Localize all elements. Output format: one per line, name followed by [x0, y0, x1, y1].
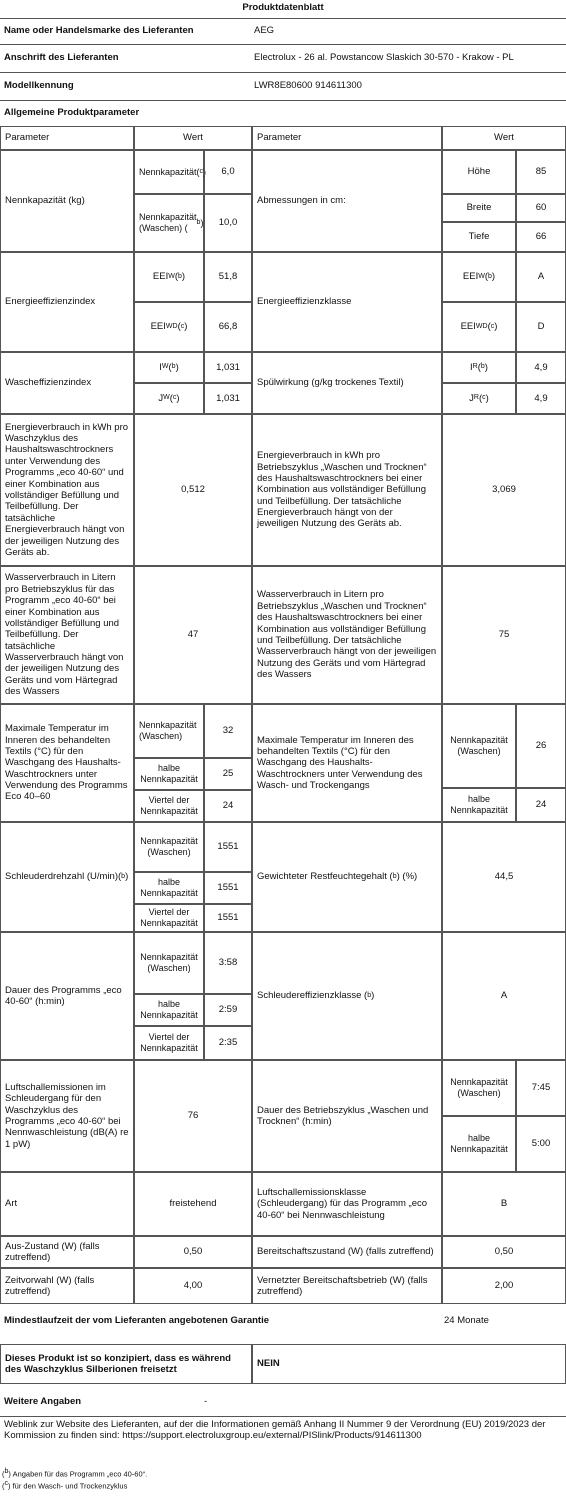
max-temp-val3: 24 [204, 790, 252, 822]
weblink-text: Weblink zur Website des Lieferanten, auf der die Informationen gemäß Anhang II Nummer 9 der Verordnung (EU) 2019/2023 der Kommission zu finden sind: https://support.electroluxgroup.eu/external/PISlink/Products/914611300 [0, 1416, 566, 1456]
capacity-val2: 10,0 [204, 194, 252, 252]
max-temp-label: Maximale Temperatur im Inneren des behandelten Textils (°C) für den Waschgang des Haushalts-Waschtrockners unter Verwendung des Programms Eco 40–60 [0, 704, 134, 822]
max-temp-val2-1: 26 [516, 704, 566, 788]
silver-label: Dieses Produkt ist so konzipiert, dass es während des Waschzyklus Silberionen freisetzt [0, 1344, 252, 1384]
ir-value: 4,9 [516, 352, 566, 383]
page-title: Produktdatenblatt [242, 2, 324, 14]
header-param-2: Parameter [252, 126, 442, 150]
noise-class-label: Luftschallemissionsklasse (Schleudergang) für das Programm „eco 40-60“ bei Nennwaschleistung [252, 1172, 442, 1236]
eeiwd-value: 66,8 [204, 302, 252, 352]
eeiw-value: 51,8 [204, 252, 252, 302]
model-value: LWR8E80600 914611300 [250, 72, 566, 98]
height-value: 85 [516, 150, 566, 194]
water-consumption-value-2: 75 [442, 566, 566, 704]
class-eeiwd-label: EEI WD ( c ) [442, 302, 516, 352]
cycle-duration-val2: 5:00 [516, 1116, 566, 1172]
spin-val3: 1551 [204, 904, 252, 932]
max-temp-val2: 25 [204, 758, 252, 790]
spin-val2: 1551 [204, 872, 252, 904]
iw-label: I W ( b ) [134, 352, 204, 383]
standby-value: 0,50 [442, 1236, 566, 1268]
supplier-name-value: AEG [250, 18, 566, 42]
depth-label: Tiefe [442, 222, 516, 252]
max-temp-sub2: halbe Nennkapazität [134, 758, 204, 790]
depth-value: 66 [516, 222, 566, 252]
duration-label: Dauer des Programms „eco 40-60“ (h:min) [0, 932, 134, 1060]
energy-class-label: Energieeffizienzklasse [252, 252, 442, 352]
class-eeiwd-value: D [516, 302, 566, 352]
spin-sub3: Viertel der Nennkapazität [134, 904, 204, 932]
warranty-label: Mindestlaufzeit der vom Lieferanten angebotenen Garantie [4, 1315, 269, 1327]
duration-val2: 2:59 [204, 994, 252, 1026]
jr-label: J R ( c ) [442, 383, 516, 414]
delay-label: Zeitvorwahl (W) (falls zutreffend) [0, 1268, 134, 1304]
model-label: Modellkennung [0, 72, 250, 98]
water-consumption-label-2: Wasserverbrauch in Litern pro Betriebszyklus „Waschen und Trocknen“ des Haushaltswaschtrockners bei einer Kombination aus vollständiger Befüllung und Teilbefüllung. Der tatsächliche Wasserverbrauch hängt von der jeweiligen Nutzung des Geräts und vom Härtegrad des Wassers [252, 566, 442, 704]
duration-sub1: Nennkapazität (Waschen) [134, 932, 204, 994]
class-eeiw-value: A [516, 252, 566, 302]
footnote-b: ($^b$) Angaben für das Programm „eco 40-60“. [2, 1468, 148, 1479]
max-temp-sub2-1: Nennkapazität (Waschen) [442, 704, 516, 788]
cycle-duration-sub2: halbe Nennkapazität [442, 1116, 516, 1172]
cycle-duration-val1: 7:45 [516, 1060, 566, 1116]
wash-index-label: Wascheffizienzindex [0, 352, 134, 414]
delay-value: 4,00 [134, 1268, 252, 1304]
spin-efficiency-value: A [442, 932, 566, 1060]
width-value: 60 [516, 194, 566, 222]
cycle-duration-sub1: Nennkapazität (Waschen) [442, 1060, 516, 1116]
duration-sub2: halbe Nennkapazität [134, 994, 204, 1026]
noise-value: 76 [134, 1060, 252, 1172]
capacity-val1: 6,0 [204, 150, 252, 194]
off-mode-label: Aus-Zustand (W) (falls zutreffend) [0, 1236, 134, 1268]
noise-class-value: B [442, 1172, 566, 1236]
header-value: Wert [134, 126, 252, 150]
capacity-label: Nennkapazität (kg) [0, 150, 134, 252]
residual-moisture-label: Gewichteter Restfeuchtegehalt ( b ) (%) [252, 822, 442, 932]
spin-sub2: halbe Nennkapazität [134, 872, 204, 904]
max-temp-sub2-2: halbe Nennkapazität [442, 788, 516, 822]
warranty-value: 24 Monate [444, 1315, 489, 1327]
spin-efficiency-label: Schleudereffizienzklasse ( b ) [252, 932, 442, 1060]
noise-label: Luftschallemissionen im Schleudergang für den Waschzyklus des Programms „eco 40-60“ bei Nennwaschleistung (dB(A) re 1 pW) [0, 1060, 134, 1172]
capacity-sub2: Nennkapazität (Waschen) ( b ) [134, 194, 204, 252]
supplier-address-value: Electrolux - 26 al. Powstancow Slaskich 30-570 - Krakow - PL [250, 44, 566, 70]
eeiwd-label: EEI WD ( c ) [134, 302, 204, 352]
jr-value: 4,9 [516, 383, 566, 414]
width-label: Breite [442, 194, 516, 222]
supplier-address-label: Anschrift des Lieferanten [0, 44, 250, 70]
jw-label: J W ( c ) [134, 383, 204, 414]
networked-standby-label: Vernetzter Bereitschaftsbetrieb (W) (falls zutreffend) [252, 1268, 442, 1304]
max-temp-label-2: Maximale Temperatur im Inneren des behandelten Textils (°C) für den Waschgang des Haushalts-Waschtrockners unter Verwendung des Wasch- und Trockengangs [252, 704, 442, 822]
duration-val3: 2:35 [204, 1026, 252, 1060]
max-temp-val2-2: 24 [516, 788, 566, 822]
further-value: - [204, 1396, 208, 1408]
max-temp-sub3: Viertel der Nennkapazität [134, 790, 204, 822]
spin-val1: 1551 [204, 822, 252, 872]
silver-value: NEIN [252, 1344, 566, 1384]
rinse-label: Spülwirkung (g/kg trockenes Textil) [252, 352, 442, 414]
eeiw-label: EEI W ( b ) [134, 252, 204, 302]
energy-consumption-value: 0,512 [134, 414, 252, 566]
capacity-sub1: Nennkapazität( c ) [134, 150, 204, 194]
spin-label: Schleuderdrehzahl (U/min)( b ) [0, 822, 134, 932]
water-consumption-label: Wasserverbrauch in Litern pro Betriebszyklus für das Programm „eco 40-60“ bei einer Kombination aus vollständiger Befüllung und Teilbefüllung. Der tatsächliche Wasserverbrauch hängt von der jeweiligen Nutzung des Geräts und vom Härtegrad des Wassers [0, 566, 134, 704]
energy-consumption-label-2: Energieverbrauch in kWh pro Betriebszyklus „Waschen und Trocknen“ des Haushaltswaschtrockners bei einer Kombination aus vollständiger Befüllung und Teilbefüllung. Der tatsächliche Energieverbrauch hängt von der jeweiligen Nutzung des Geräts ab. [252, 414, 442, 566]
max-temp-val1: 32 [204, 704, 252, 758]
jw-value: 1,031 [204, 383, 252, 414]
supplier-name-label: Name oder Handelsmarke des Lieferanten [0, 18, 250, 42]
header-param: Parameter [0, 126, 134, 150]
energy-consumption-value-2: 3,069 [442, 414, 566, 566]
footnote-c: ($^c$) für den Wasch- und Trockenzyklus [2, 1480, 128, 1491]
duration-sub3: Viertel der Nennkapazität [134, 1026, 204, 1060]
further-label: Weitere Angaben [4, 1396, 82, 1408]
header-value-2: Wert [442, 126, 566, 150]
water-consumption-value: 47 [134, 566, 252, 704]
type-label: Art [0, 1172, 134, 1236]
networked-standby-value: 2,00 [442, 1268, 566, 1304]
cycle-duration-label: Dauer des Betriebszyklus „Waschen und Trocknen“ (h:min) [252, 1060, 442, 1172]
ir-label: I R ( b ) [442, 352, 516, 383]
section-general: Allgemeine Produktparameter [0, 100, 566, 124]
duration-val1: 3:58 [204, 932, 252, 994]
type-value: freistehend [134, 1172, 252, 1236]
height-label: Höhe [442, 150, 516, 194]
energy-consumption-label: Energieverbrauch in kWh pro Waschzyklus des Haushaltswaschtrockners unter Verwendung des Programms „eco 40-60“ und einer Kombination aus vollständiger Befüllung und Teilbefüllung. Der tatsächliche Energieverbrauch hängt von der jeweiligen Nutzung des Geräts ab. [0, 414, 134, 566]
residual-moisture-value: 44,5 [442, 822, 566, 932]
energy-index-label: Energieeffizienzindex [0, 252, 134, 352]
dimensions-label: Abmessungen in cm: [252, 150, 442, 252]
max-temp-sub1: Nennkapazität (Waschen) [134, 704, 204, 758]
standby-label: Bereitschaftszustand (W) (falls zutreffend) [252, 1236, 442, 1268]
off-mode-value: 0,50 [134, 1236, 252, 1268]
spin-sub1: Nennkapazität (Waschen) [134, 822, 204, 872]
iw-value: 1,031 [204, 352, 252, 383]
class-eeiw-label: EEI W ( b ) [442, 252, 516, 302]
